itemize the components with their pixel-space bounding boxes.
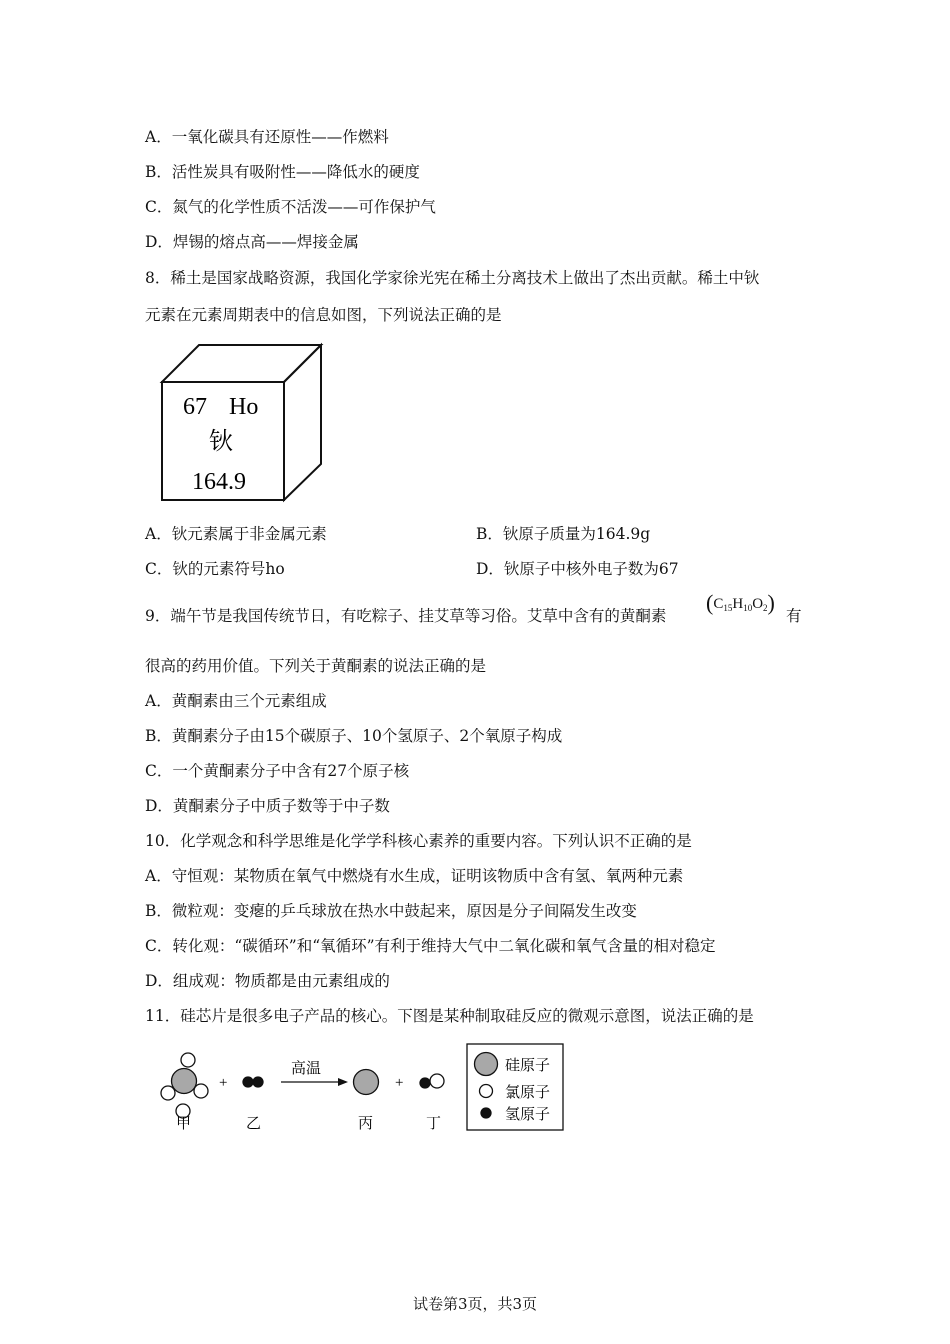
label-bing: 丙 [358,1116,374,1132]
element-cube-figure [155,340,330,505]
reaction-diagram [150,1040,570,1135]
legend-silicon-icon [475,1053,498,1076]
q10-option-b: B．微粒观：变瘪的乒乓球放在热水中鼓起来，原因是分子间隔发生改变 [145,902,637,920]
q9-option-b: B．黄酮素分子由15个碳原子、10个氢原子、2个氧原子构成 [145,727,563,745]
flavone-formula: $(C_{15}H_{10}O_2)$ [706,590,775,615]
plus-sign: + [219,1075,228,1091]
chlorine-atom [181,1053,195,1067]
q9-stem-after-formula: 有 [786,607,802,625]
cube-side-face [284,345,321,500]
plus-sign: + [395,1075,404,1091]
q8-option-c: C．钬的元素符号ho [145,560,285,578]
q10-option-c: C．转化观：“碳循环”和“氧循环”有利于维持大气中二氧化碳和氧气含量的相对稳定 [145,937,716,955]
legend-silicon-label: 硅原子 [505,1058,551,1074]
legend-hydrogen-icon [481,1108,491,1118]
q7-option-d: D．焊锡的熔点高——焊接金属 [145,233,359,251]
q8-stem-line1: 8．稀土是国家战略资源，我国化学家徐光宪在稀土分离技术上做出了杰出贡献。稀土中钬 [145,269,760,287]
label-ding: 丁 [426,1116,442,1132]
element-symbol: Ho [229,394,259,420]
q8-option-a: A．钬元素属于非金属元素 [145,525,327,543]
q7-option-c: C．氮气的化学性质不活泼——可作保护气 [145,198,436,216]
legend-chlorine-icon [480,1085,493,1098]
chlorine-atom [161,1086,175,1100]
q9-stem-line1: 9．端午节是我国传统节日，有吃粽子、挂艾草等习俗。艾草中含有的黄酮素 [145,607,667,625]
label-jia: 甲 [176,1116,192,1132]
element-atomic-number: 67 [183,394,207,420]
q10-option-d: D．组成观：物质都是由元素组成的 [145,972,390,990]
hydrogen-atom [420,1078,430,1088]
q8-option-d: D．钬原子中核外电子数为67 [476,560,679,578]
q7-option-b: B．活性炭具有吸附性——降低水的硬度 [145,163,420,181]
chlorine-atom [430,1074,444,1088]
silicon-atom [172,1069,197,1094]
label-yi: 乙 [246,1116,262,1132]
hydrogen-atom [243,1077,253,1087]
q8-option-b: B．钬原子质量为164.9g [476,525,651,543]
cube-top-face [162,345,321,382]
q9-option-d: D．黄酮素分子中质子数等于中子数 [145,797,390,815]
q7-option-a: A．一氧化碳具有还原性——作燃料 [145,128,389,146]
q9-option-a: A．黄酮素由三个元素组成 [145,692,327,710]
q10-option-a: A．守恒观：某物质在氧气中燃烧有水生成，证明该物质中含有氢、氧两种元素 [145,867,684,885]
silicon-atom [354,1070,379,1095]
q11-stem: 11．硅芯片是很多电子产品的核心。下图是某种制取硅反应的微观示意图，说法正确的是 [145,1007,754,1025]
element-name: 钬 [209,429,233,455]
reaction-condition: 高温 [291,1061,322,1077]
q9-stem-line2: 很高的药用价值。下列关于黄酮素的说法正确的是 [145,657,487,675]
q10-stem: 10．化学观念和科学思维是化学学科核心素养的重要内容。下列认识不正确的是 [145,832,692,850]
page-footer: 试卷第3页，共3页 [412,1295,538,1313]
q8-stem-line2: 元素在元素周期表中的信息如图，下列说法正确的是 [145,306,502,324]
arrow-head-icon [338,1078,348,1086]
legend-hydrogen-label: 氢原子 [505,1107,551,1123]
element-atomic-mass: 164.9 [192,469,246,495]
hydrogen-atom [253,1077,263,1087]
legend-chlorine-label: 氯原子 [505,1085,551,1101]
q9-option-c: C．一个黄酮素分子中含有27个原子核 [145,762,410,780]
